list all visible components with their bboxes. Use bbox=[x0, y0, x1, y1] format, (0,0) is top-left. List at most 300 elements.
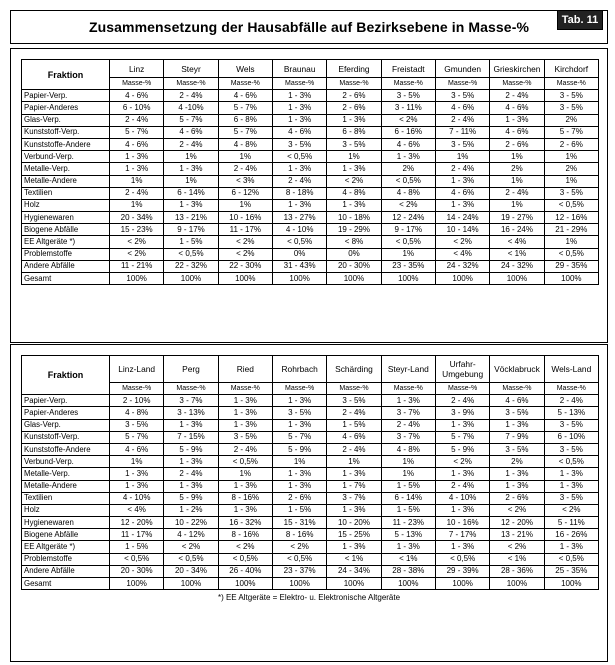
page-title-box bbox=[10, 10, 608, 44]
table-cell: 4 - 6% bbox=[381, 138, 435, 150]
table-cell: 2 - 4% bbox=[164, 90, 218, 102]
table-row bbox=[22, 224, 599, 236]
table-cell: < 1% bbox=[327, 553, 381, 565]
table-cell: < 2% bbox=[381, 114, 435, 126]
row-label: Papier-Verp. bbox=[22, 395, 110, 407]
unit-cell: Masse-% bbox=[435, 78, 489, 90]
table-cell: 3 - 5% bbox=[272, 407, 326, 419]
table-cell: 3 - 7% bbox=[381, 431, 435, 443]
table-cell: 3 - 5% bbox=[327, 395, 381, 407]
table-row bbox=[22, 443, 599, 455]
table-cell: 4 - 6% bbox=[435, 102, 489, 114]
table-cell: 3 - 5% bbox=[490, 443, 544, 455]
table-cell: 100% bbox=[544, 273, 598, 285]
row-label: Biogene Abfälle bbox=[22, 224, 110, 236]
unit-cell: Masse-% bbox=[110, 78, 164, 90]
table-cell: 29 - 35% bbox=[544, 260, 598, 272]
table-cell: 4 -10% bbox=[164, 102, 218, 114]
composition-table-1 bbox=[21, 59, 599, 285]
table-cell: 1 - 3% bbox=[544, 468, 598, 480]
table-cell: 1 - 5% bbox=[327, 419, 381, 431]
table-cell: 2 - 4% bbox=[164, 468, 218, 480]
table-cell: 1 - 3% bbox=[435, 419, 489, 431]
row-label: Papier-Verp. bbox=[22, 90, 110, 102]
table-cell: < 0,5% bbox=[272, 236, 326, 248]
column-header: Schärding bbox=[327, 356, 381, 383]
table-cell: 1 - 3% bbox=[272, 480, 326, 492]
table-cell: 4 - 6% bbox=[110, 138, 164, 150]
table-cell: < 0,5% bbox=[435, 553, 489, 565]
table-cell: 1 - 3% bbox=[272, 395, 326, 407]
table-cell: 19 - 29% bbox=[327, 224, 381, 236]
table-cell: 1 - 3% bbox=[218, 419, 272, 431]
table-cell: 100% bbox=[272, 578, 326, 590]
table-cell: 1% bbox=[544, 236, 598, 248]
table-row bbox=[22, 102, 599, 114]
table-cell: 2 - 4% bbox=[544, 395, 598, 407]
table-cell: 13 - 21% bbox=[164, 212, 218, 224]
table-cell: 2 - 4% bbox=[381, 419, 435, 431]
row-label: Andere Abfälle bbox=[22, 260, 110, 272]
table-cell: 1 - 3% bbox=[327, 114, 381, 126]
table-cell: 19 - 27% bbox=[490, 212, 544, 224]
table-cell: 4 - 6% bbox=[327, 431, 381, 443]
table-cell: 1 - 3% bbox=[381, 151, 435, 163]
table-cell: 2 - 4% bbox=[435, 395, 489, 407]
table-cell: 1% bbox=[381, 456, 435, 468]
table-cell: < 2% bbox=[272, 541, 326, 553]
table-row bbox=[22, 199, 599, 211]
table-cell: 1 - 3% bbox=[218, 480, 272, 492]
table-cell: 2 - 4% bbox=[110, 187, 164, 199]
table-row bbox=[22, 395, 599, 407]
table-cell: 1 - 3% bbox=[381, 541, 435, 553]
header-row bbox=[22, 356, 599, 383]
table-cell: 9 - 17% bbox=[164, 224, 218, 236]
table-cell: 1 - 3% bbox=[164, 419, 218, 431]
fraktion-header: Fraktion bbox=[22, 356, 110, 395]
table-cell: 1% bbox=[110, 199, 164, 211]
table-cell: < 8% bbox=[327, 236, 381, 248]
row-label: Gesamt bbox=[22, 578, 110, 590]
table-cell: 1% bbox=[490, 175, 544, 187]
table-cell: 5 - 13% bbox=[544, 407, 598, 419]
table-cell: 2 - 4% bbox=[435, 480, 489, 492]
table-cell: 12 - 24% bbox=[381, 212, 435, 224]
table-cell: 4 - 6% bbox=[110, 443, 164, 455]
table-cell: 2 - 6% bbox=[490, 138, 544, 150]
table-cell: 0% bbox=[272, 248, 326, 260]
table-cell: 23 - 35% bbox=[381, 260, 435, 272]
table-cell: < 0,5% bbox=[272, 553, 326, 565]
table-row bbox=[22, 407, 599, 419]
table-cell: < 0,5% bbox=[272, 151, 326, 163]
table-cell: 5 - 7% bbox=[435, 431, 489, 443]
table-cell: 4 - 6% bbox=[164, 126, 218, 138]
table-cell: 3 - 5% bbox=[327, 138, 381, 150]
table-cell: 3 - 5% bbox=[218, 431, 272, 443]
table-row bbox=[22, 138, 599, 150]
table-cell: 2% bbox=[490, 163, 544, 175]
table-cell: 10 - 20% bbox=[327, 517, 381, 529]
table-cell: 1 - 5% bbox=[110, 541, 164, 553]
page-title: Zusammensetzung der Hausabfälle auf Bezirksebene in Masse-% bbox=[88, 19, 530, 35]
table-cell: 7 - 11% bbox=[435, 126, 489, 138]
table-cell: 1% bbox=[544, 175, 598, 187]
table-cell: 2 - 4% bbox=[490, 187, 544, 199]
column-header: Urfahr-Umgebung bbox=[435, 356, 489, 383]
table-cell: 20 - 30% bbox=[327, 260, 381, 272]
table-cell: 2 - 4% bbox=[272, 175, 326, 187]
table-cell: < 2% bbox=[435, 236, 489, 248]
table-cell: 24 - 34% bbox=[327, 565, 381, 577]
unit-cell: Masse-% bbox=[218, 78, 272, 90]
unit-cell: Masse-% bbox=[327, 78, 381, 90]
table-cell: 100% bbox=[218, 578, 272, 590]
unit-cell: Masse-% bbox=[218, 383, 272, 395]
table-cell: 1 - 3% bbox=[164, 163, 218, 175]
table-cell: 6 - 10% bbox=[544, 431, 598, 443]
row-label: Verbund-Verp. bbox=[22, 151, 110, 163]
unit-cell: Masse-% bbox=[381, 78, 435, 90]
table-cell: 15 - 23% bbox=[110, 224, 164, 236]
table-cell: 1% bbox=[218, 468, 272, 480]
table-row bbox=[22, 187, 599, 199]
row-label: Andere Abfälle bbox=[22, 565, 110, 577]
table-cell: 100% bbox=[544, 578, 598, 590]
table-cell: < 0,5% bbox=[544, 248, 598, 260]
column-header: Freistadt bbox=[381, 60, 435, 78]
row-label: Papier-Anderes bbox=[22, 102, 110, 114]
table-cell: 2 - 6% bbox=[490, 492, 544, 504]
table-row bbox=[22, 504, 599, 516]
table-cell: 16 - 32% bbox=[218, 517, 272, 529]
table-row bbox=[22, 480, 599, 492]
table-cell: 1 - 3% bbox=[272, 114, 326, 126]
table-row bbox=[22, 565, 599, 577]
table-frame-1 bbox=[10, 48, 608, 343]
table-cell: 1 - 3% bbox=[218, 504, 272, 516]
table-frame-2 bbox=[10, 344, 608, 662]
table-cell: < 0,5% bbox=[218, 456, 272, 468]
table-cell: 1 - 3% bbox=[435, 541, 489, 553]
table-cell: < 2% bbox=[218, 236, 272, 248]
table-cell: 100% bbox=[110, 273, 164, 285]
table-cell: 24 - 32% bbox=[435, 260, 489, 272]
table-cell: 3 - 7% bbox=[381, 407, 435, 419]
table-cell: 1 - 3% bbox=[327, 163, 381, 175]
table-cell: 1 - 3% bbox=[435, 199, 489, 211]
table-cell: 1 - 3% bbox=[110, 163, 164, 175]
table-cell: 8 - 16% bbox=[272, 529, 326, 541]
table-cell: 25 - 35% bbox=[544, 565, 598, 577]
table-cell: < 2% bbox=[490, 504, 544, 516]
table-cell: 2 - 10% bbox=[110, 395, 164, 407]
table-cell: 1 - 3% bbox=[272, 102, 326, 114]
table-cell: 3 - 5% bbox=[544, 90, 598, 102]
table-cell: 100% bbox=[435, 578, 489, 590]
table-cell: 1 - 3% bbox=[218, 395, 272, 407]
unit-cell: Masse-% bbox=[327, 383, 381, 395]
table-row bbox=[22, 212, 599, 224]
table-cell: 4 - 8% bbox=[327, 187, 381, 199]
table-cell: 23 - 37% bbox=[272, 565, 326, 577]
table-row bbox=[22, 517, 599, 529]
table-cell: 6 - 14% bbox=[381, 492, 435, 504]
table-cell: 11 - 17% bbox=[218, 224, 272, 236]
table-cell: 3 - 7% bbox=[164, 395, 218, 407]
row-label: Metalle-Andere bbox=[22, 175, 110, 187]
column-header: Eferding bbox=[327, 60, 381, 78]
table-row bbox=[22, 541, 599, 553]
table-cell: 4 - 10% bbox=[272, 224, 326, 236]
table-cell: < 4% bbox=[435, 248, 489, 260]
table-cell: 1 - 3% bbox=[272, 90, 326, 102]
table-cell: 8 - 18% bbox=[272, 187, 326, 199]
table-cell: 6 - 14% bbox=[164, 187, 218, 199]
table-cell: 1% bbox=[435, 151, 489, 163]
table-cell: 11 - 21% bbox=[110, 260, 164, 272]
table-cell: 5 - 9% bbox=[435, 443, 489, 455]
table-cell: 100% bbox=[435, 273, 489, 285]
table-cell: 11 - 23% bbox=[381, 517, 435, 529]
table-cell: 1 - 3% bbox=[544, 480, 598, 492]
column-header: Steyr bbox=[164, 60, 218, 78]
table-cell: 9 - 17% bbox=[381, 224, 435, 236]
table-cell: 2 - 4% bbox=[110, 114, 164, 126]
table-cell: < 0,5% bbox=[110, 553, 164, 565]
unit-cell: Masse-% bbox=[272, 383, 326, 395]
table-cell: 5 - 9% bbox=[272, 443, 326, 455]
table-cell: 1 - 3% bbox=[381, 395, 435, 407]
table-cell: 6 - 8% bbox=[218, 114, 272, 126]
table-cell: 2 - 6% bbox=[327, 90, 381, 102]
table-row bbox=[22, 529, 599, 541]
row-label: Holz bbox=[22, 504, 110, 516]
row-label: Biogene Abfälle bbox=[22, 529, 110, 541]
table-row bbox=[22, 151, 599, 163]
table-cell: 22 - 30% bbox=[218, 260, 272, 272]
table-cell: 7 - 17% bbox=[435, 529, 489, 541]
row-label: Glas-Verp. bbox=[22, 419, 110, 431]
table-cell: 1 - 3% bbox=[490, 480, 544, 492]
table-cell: < 2% bbox=[381, 199, 435, 211]
table-cell: < 2% bbox=[110, 248, 164, 260]
table-cell: 10 - 16% bbox=[435, 517, 489, 529]
table-cell: 2 - 6% bbox=[272, 492, 326, 504]
table-cell: 15 - 31% bbox=[272, 517, 326, 529]
table-cell: < 4% bbox=[490, 236, 544, 248]
table-cell: 13 - 21% bbox=[490, 529, 544, 541]
table-cell: 1 - 3% bbox=[272, 199, 326, 211]
table-cell: 22 - 32% bbox=[164, 260, 218, 272]
table-cell: 1 - 3% bbox=[544, 541, 598, 553]
table-cell: 4 - 6% bbox=[110, 90, 164, 102]
table-cell: 21 - 29% bbox=[544, 224, 598, 236]
table-cell: 12 - 20% bbox=[490, 517, 544, 529]
table-cell: 1 - 3% bbox=[272, 468, 326, 480]
table-cell: 6 - 8% bbox=[327, 126, 381, 138]
table-cell: 1 - 3% bbox=[164, 480, 218, 492]
row-label: Problemstoffe bbox=[22, 553, 110, 565]
table-cell: 3 - 9% bbox=[435, 407, 489, 419]
table-cell: 1 - 3% bbox=[110, 151, 164, 163]
table-cell: 10 - 16% bbox=[218, 212, 272, 224]
table-cell: 1% bbox=[110, 456, 164, 468]
table-cell: 1 - 3% bbox=[435, 175, 489, 187]
column-header: Vöcklabruck bbox=[490, 356, 544, 383]
table-cell: 14 - 24% bbox=[435, 212, 489, 224]
unit-cell: Masse-% bbox=[435, 383, 489, 395]
column-header: Rohrbach bbox=[272, 356, 326, 383]
table-cell: 15 - 25% bbox=[327, 529, 381, 541]
table-cell: 20 - 34% bbox=[110, 212, 164, 224]
table-cell: 100% bbox=[381, 578, 435, 590]
row-label: Papier-Anderes bbox=[22, 407, 110, 419]
table-cell: 2% bbox=[544, 163, 598, 175]
table-cell: 1% bbox=[218, 199, 272, 211]
table-cell: 1 - 3% bbox=[164, 456, 218, 468]
table-cell: 8 - 16% bbox=[218, 529, 272, 541]
table-cell: 5 - 7% bbox=[272, 431, 326, 443]
table-cell: 1 - 5% bbox=[272, 504, 326, 516]
table-cell: 2 - 4% bbox=[435, 163, 489, 175]
table-cell: 1 - 3% bbox=[490, 114, 544, 126]
table-row bbox=[22, 273, 599, 285]
table-cell: < 1% bbox=[490, 553, 544, 565]
table-cell: 1 - 3% bbox=[110, 468, 164, 480]
row-label: Hygienewaren bbox=[22, 517, 110, 529]
table-cell: 28 - 38% bbox=[381, 565, 435, 577]
table-cell: 1 - 3% bbox=[272, 163, 326, 175]
table-cell: 1 - 3% bbox=[218, 407, 272, 419]
table-cell: 7 - 15% bbox=[164, 431, 218, 443]
table-cell: 4 - 8% bbox=[218, 138, 272, 150]
table-cell: < 2% bbox=[218, 541, 272, 553]
table-cell: 100% bbox=[164, 273, 218, 285]
table-cell: 4 - 8% bbox=[381, 187, 435, 199]
row-label: EE Altgeräte *) bbox=[22, 541, 110, 553]
table-cell: 26 - 40% bbox=[218, 565, 272, 577]
table-cell: 4 - 6% bbox=[490, 102, 544, 114]
table-cell: < 0,5% bbox=[164, 248, 218, 260]
table-cell: 2 - 4% bbox=[490, 90, 544, 102]
table-cell: 5 - 7% bbox=[218, 126, 272, 138]
table-cell: 1% bbox=[490, 199, 544, 211]
table-cell: 1 - 7% bbox=[327, 480, 381, 492]
table-row bbox=[22, 114, 599, 126]
table-cell: 100% bbox=[110, 578, 164, 590]
table-cell: 3 - 5% bbox=[435, 90, 489, 102]
table-cell: 5 - 7% bbox=[110, 431, 164, 443]
table-cell: < 0,5% bbox=[218, 553, 272, 565]
table-cell: 1% bbox=[381, 248, 435, 260]
table-cell: 3 - 7% bbox=[327, 492, 381, 504]
row-label: Gesamt bbox=[22, 273, 110, 285]
table-cell: 100% bbox=[218, 273, 272, 285]
table-cell: 6 - 10% bbox=[110, 102, 164, 114]
table-cell: 10 - 18% bbox=[327, 212, 381, 224]
table-cell: 4 - 8% bbox=[381, 443, 435, 455]
table-cell: < 0,5% bbox=[381, 175, 435, 187]
table-row bbox=[22, 419, 599, 431]
row-label: Problemstoffe bbox=[22, 248, 110, 260]
table-cell: 12 - 16% bbox=[544, 212, 598, 224]
table-cell: 2 - 4% bbox=[218, 443, 272, 455]
table-cell: < 2% bbox=[544, 504, 598, 516]
table-cell: 1 - 3% bbox=[327, 468, 381, 480]
table-cell: 1 - 5% bbox=[164, 236, 218, 248]
table-cell: < 2% bbox=[435, 456, 489, 468]
table-cell: 4 - 10% bbox=[435, 492, 489, 504]
table-cell: 1% bbox=[544, 151, 598, 163]
table-cell: 4 - 10% bbox=[110, 492, 164, 504]
table-cell: 6 - 12% bbox=[218, 187, 272, 199]
table-cell: 3 - 5% bbox=[490, 407, 544, 419]
table-cell: 100% bbox=[164, 578, 218, 590]
row-label: Kunststoff-Verp. bbox=[22, 126, 110, 138]
table-cell: 1 - 3% bbox=[327, 541, 381, 553]
row-label: Metalle-Verp. bbox=[22, 468, 110, 480]
table-cell: < 2% bbox=[218, 248, 272, 260]
table-cell: 1 - 3% bbox=[490, 419, 544, 431]
table-cell: 5 - 13% bbox=[381, 529, 435, 541]
table-cell: < 2% bbox=[327, 175, 381, 187]
row-label: Verbund-Verp. bbox=[22, 456, 110, 468]
table-cell: 3 - 5% bbox=[435, 138, 489, 150]
table-cell: 11 - 17% bbox=[110, 529, 164, 541]
table-cell: 100% bbox=[327, 273, 381, 285]
table-cell: 3 - 5% bbox=[544, 187, 598, 199]
table-cell: 2 - 4% bbox=[327, 443, 381, 455]
table-cell: 3 - 5% bbox=[544, 443, 598, 455]
row-label: Metalle-Verp. bbox=[22, 163, 110, 175]
table-cell: 0% bbox=[327, 248, 381, 260]
table-cell: 2 - 4% bbox=[218, 163, 272, 175]
table-cell: 100% bbox=[490, 578, 544, 590]
table-cell: 1 - 5% bbox=[381, 504, 435, 516]
column-header: Braunau bbox=[272, 60, 326, 78]
table-cell: 2 - 6% bbox=[327, 102, 381, 114]
table-cell: < 0,5% bbox=[381, 236, 435, 248]
table-cell: 2 - 6% bbox=[544, 138, 598, 150]
column-header: Grieskirchen bbox=[490, 60, 544, 78]
table-cell: 1% bbox=[218, 151, 272, 163]
table-cell: 5 - 9% bbox=[164, 492, 218, 504]
table-cell: 1 - 3% bbox=[164, 199, 218, 211]
table-cell: < 0,5% bbox=[164, 553, 218, 565]
table-cell: 1% bbox=[381, 468, 435, 480]
table-cell: 10 - 14% bbox=[435, 224, 489, 236]
table-cell: 4 - 6% bbox=[490, 126, 544, 138]
table-cell: 100% bbox=[381, 273, 435, 285]
table-cell: 1% bbox=[327, 456, 381, 468]
unit-cell: Masse-% bbox=[272, 78, 326, 90]
row-label: Holz bbox=[22, 199, 110, 211]
table-cell: 3 - 13% bbox=[164, 407, 218, 419]
table-cell: 3 - 11% bbox=[381, 102, 435, 114]
column-header: Kirchdorf bbox=[544, 60, 598, 78]
table-cell: < 1% bbox=[490, 248, 544, 260]
table-row bbox=[22, 468, 599, 480]
unit-cell: Masse-% bbox=[490, 78, 544, 90]
table-cell: 7 - 9% bbox=[490, 431, 544, 443]
table-row bbox=[22, 126, 599, 138]
table-row bbox=[22, 578, 599, 590]
table-cell: 16 - 26% bbox=[544, 529, 598, 541]
table-cell: < 1% bbox=[381, 553, 435, 565]
table-row bbox=[22, 248, 599, 260]
